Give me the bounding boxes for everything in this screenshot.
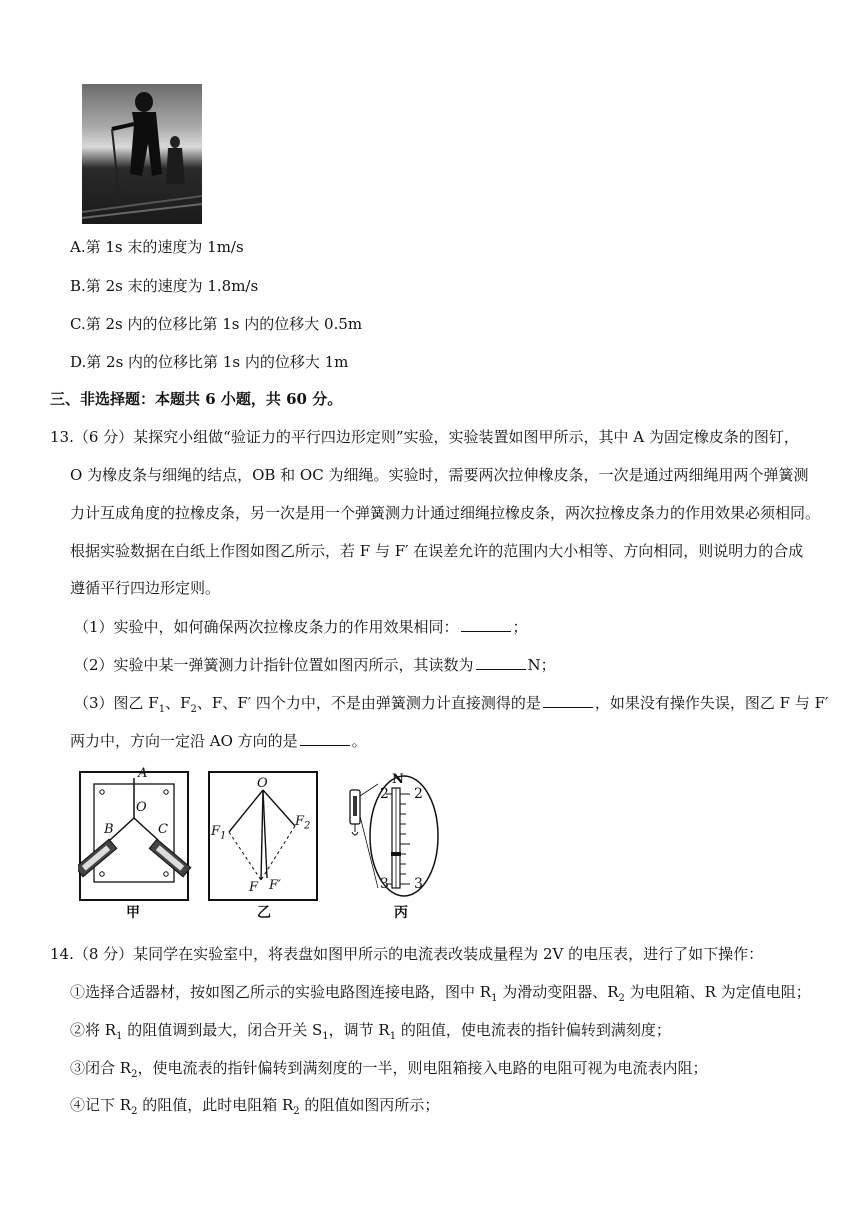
caption-jia: 甲: [126, 905, 140, 921]
q14-intro: 14.（8 分）某同学在实验室中，将表盘如图甲所示的电流表改装成量程为 2V 的电压表，进行了如下操作：: [50, 945, 764, 963]
q14-step-4: ④记下 $R_2$ 的阻值，此时电阻箱 $R_2$ 的阻值如图丙所示；: [70, 1096, 440, 1117]
option-b: B.第 2s 末的速度为 1.8m/s: [70, 277, 259, 295]
q13-sub-2: （2）实验中某一弹簧测力计指针位置如图丙所示，其读数为 N；: [74, 656, 556, 674]
label-o: O: [136, 800, 147, 815]
section-3-heading: 三、非选择题：本题共 6 小题，共 60 分。: [50, 390, 343, 408]
label-f-prime: F′: [269, 878, 281, 893]
q13-sub-3: （3）图乙 $F_1$、$F_2$、F、F′ 四个力中，不是由弹簧测力计直接测得的是 ，如果没有操作失误，图乙 F 与 F′: [74, 694, 829, 715]
q13-sub-3-cont: 两力中，方向一定沿 AO 方向的是 。: [70, 732, 367, 750]
tick-3-left: 3: [380, 876, 389, 892]
q14-step-2: ②将 $R_1$ 的阻值调到最大，闭合开关 $S_1$，调节 $R_1$ 的阻值，使电流表的指针偏转到满刻度；: [70, 1021, 671, 1042]
figure-jia: [78, 766, 193, 921]
option-c: C.第 2s 内的位移比第 1s 内的位移大 0.5m: [70, 315, 363, 333]
tick-2-left: 2: [380, 786, 389, 802]
label-f1: $F_1$: [211, 824, 227, 842]
answer-blank[interactable]: [461, 617, 511, 632]
figure-bing: [338, 770, 443, 920]
label-b: B: [104, 822, 114, 837]
label-a: A: [138, 766, 148, 781]
q13-line-1: 13.（6 分）某探究小组做“验证力的平行四边形定则”实验，实验装置如图甲所示，其中 A 为固定橡皮条的图钉，: [50, 428, 799, 446]
q13-line-3: 力计互成角度的拉橡皮条，另一次是用一个弹簧测力计通过细绳拉橡皮条，两次拉橡皮条力的作用效果必须相同。: [70, 504, 821, 522]
q13-line-5: 遵循平行四边形定则。: [70, 579, 221, 597]
skier-photo: [82, 84, 202, 224]
q13-sub-1: （1）实验中，如何确保两次拉橡皮条力的作用效果相同： ；: [74, 618, 528, 636]
label-c: C: [158, 822, 168, 837]
label-f2: $F_2$: [295, 814, 311, 832]
tick-2-right: 2: [414, 786, 423, 802]
label-n: N: [392, 772, 404, 787]
q13-line-2: O 为橡皮条与细绳的结点，OB 和 OC 为细绳。实验时，需要两次拉伸橡皮条，一次是通过两细绳用两个弹簧测: [70, 466, 809, 484]
q14-step-1: ①选择合适器材，按如图乙所示的实验电路图连接电路，图中 $R_1$ 为滑动变阻器、$R_2$ 为电阻箱、R 为定值电阻；: [70, 983, 811, 1004]
answer-blank[interactable]: [543, 693, 593, 708]
option-d: D.第 2s 内的位移比第 1s 内的位移大 1m: [70, 353, 349, 371]
answer-blank[interactable]: [476, 655, 526, 670]
answer-blank[interactable]: [300, 731, 350, 746]
caption-bing: 丙: [394, 905, 408, 921]
q13-line-4: 根据实验数据在白纸上作图如图乙所示，若 F 与 F′ 在误差允许的范围内大小相等、方向相同，则说明力的合成: [70, 542, 804, 560]
figure-yi: [207, 770, 322, 920]
tick-3-right: 3: [414, 876, 423, 892]
q14-step-3: ③闭合 $R_2$，使电流表的指针偏转到满刻度的一半，则电阻箱接入电路的电阻可视为电流表内阻；: [70, 1059, 708, 1080]
label-f: F: [249, 880, 259, 895]
caption-yi: 乙: [257, 905, 271, 921]
option-a: A.第 1s 末的速度为 1m/s: [70, 238, 244, 256]
label-o: O: [257, 776, 268, 791]
